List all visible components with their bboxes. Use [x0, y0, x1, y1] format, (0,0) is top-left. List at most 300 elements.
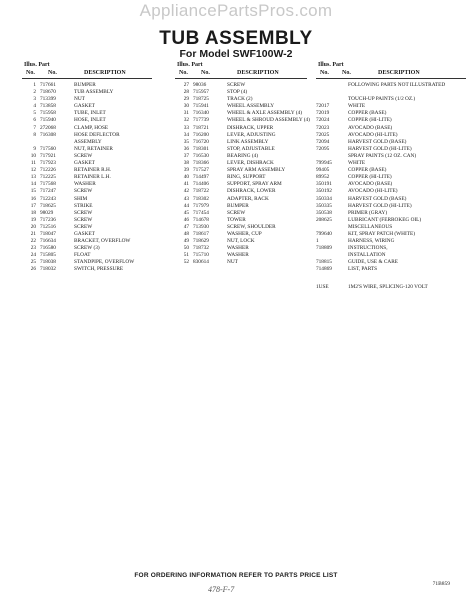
illus-number: 40: [183, 174, 189, 181]
header-rule: [175, 78, 307, 79]
illus-number: 23: [30, 245, 36, 252]
part-row: [175, 96, 307, 103]
illus-number: 31: [183, 110, 189, 117]
part-number: 72095: [316, 145, 330, 152]
part-number: 718722: [193, 188, 209, 195]
part-row: [22, 103, 152, 110]
illus-number: 7: [33, 124, 36, 131]
part-row: [175, 210, 307, 217]
part-row: [175, 188, 307, 195]
header-description: DESCRIPTION: [378, 70, 420, 76]
part-description: GASKET: [74, 160, 95, 167]
part-number: 718670: [40, 89, 56, 96]
part-description: FOLLOWING PARTS NOT ILLUSTRATED: [348, 82, 446, 88]
illus-number: 8: [33, 131, 36, 138]
part-row: [175, 125, 307, 132]
part-description: STANDPIPE, OVERFLOW: [74, 259, 135, 266]
part-row: [175, 167, 307, 174]
part-number: 72094: [316, 138, 330, 145]
part-row: [316, 153, 466, 160]
part-description: LINK ASSEMBLY: [227, 138, 269, 145]
illus-number: 2: [33, 89, 36, 96]
part-row: [316, 117, 466, 124]
part-description: CLAMP, HOSE: [74, 124, 109, 131]
part-description: ADAPTER, RACK: [227, 195, 269, 202]
illus-number: 36: [183, 145, 189, 152]
part-row: [316, 82, 466, 89]
part-row: [175, 245, 307, 252]
illus-number: 46: [183, 216, 189, 223]
part-row: [316, 203, 466, 210]
part-description: FLOAT: [74, 252, 91, 259]
part-row: [316, 160, 466, 167]
parts-column-3: [316, 62, 466, 291]
illus-number: 12: [30, 167, 36, 174]
part-number: 718047: [40, 230, 56, 237]
part-description: TUB ASSEMBLY: [74, 89, 114, 96]
part-row: [22, 146, 152, 153]
part-row: [22, 167, 152, 174]
part-description: HARNESS, WIRING: [348, 238, 395, 245]
page-title: TUB ASSEMBLY: [159, 28, 313, 49]
part-row: [22, 210, 152, 217]
part-number: 715710: [193, 252, 209, 259]
illus-number: 21: [30, 230, 36, 237]
part-number: 350192: [316, 188, 332, 195]
part-number: 718038: [40, 259, 56, 266]
header-description: DESCRIPTION: [84, 70, 126, 76]
illus-number: 30: [183, 103, 189, 110]
header-illus-part: Illus. Part: [24, 62, 50, 68]
part-row: [22, 224, 152, 231]
part-description: INSTALLATION: [348, 252, 386, 259]
parts-column-2: [175, 62, 310, 266]
illus-number: 20: [30, 223, 36, 230]
part-number: 350334: [316, 195, 332, 202]
part-number: 717236: [40, 216, 56, 223]
part-description: KIT, SPRAY PATCH (WHITE): [348, 230, 415, 237]
part-number: 718366: [193, 160, 209, 167]
part-description: NUT, LOCK: [227, 238, 255, 245]
part-number: 72025: [316, 131, 330, 138]
part-number: 718809: [316, 245, 332, 252]
part-description: LIST, PARTS: [348, 266, 378, 273]
part-row: [175, 217, 307, 224]
part-row: [22, 153, 152, 160]
model-subtitle: For Model SWF100W-2: [179, 48, 293, 60]
part-description: RETAINER R.H.: [74, 167, 112, 174]
part-row: [175, 181, 307, 188]
illus-number: 27: [183, 82, 189, 88]
part-row: [22, 245, 152, 252]
header-part-no: No.: [201, 70, 210, 76]
illus-number: 43: [183, 195, 189, 202]
part-description: NUT, RETAINER: [74, 145, 113, 152]
parts-rows: [175, 82, 310, 266]
part-number: 1USE: [316, 283, 329, 290]
part-number: 716340: [193, 110, 209, 117]
illus-number: 10: [30, 152, 36, 159]
header-rule: [22, 78, 152, 79]
part-description: COPPER (BASE): [348, 110, 387, 117]
part-number: 208625: [316, 216, 332, 223]
part-row: [175, 231, 307, 238]
part-row: [316, 210, 466, 217]
part-description: WHITE: [348, 160, 366, 167]
part-description: WASHER: [227, 252, 249, 259]
part-row: [316, 139, 466, 146]
part-row: [22, 160, 152, 167]
part-description: TOUCH-UP PAINTS (1/2 OZ.): [348, 96, 416, 103]
part-description: DISHRACK, LOWER: [227, 188, 276, 195]
part-row: [22, 96, 152, 103]
part-number: 717247: [40, 188, 56, 195]
part-number: 712516: [40, 223, 56, 230]
header-no: No.: [320, 70, 329, 76]
part-description: BUMPER: [227, 202, 249, 209]
part-description: SCREW: [74, 152, 93, 159]
part-number: 718301: [193, 145, 209, 152]
part-number: 72017: [316, 103, 330, 110]
part-description: AVOCADO (BASE): [348, 181, 393, 188]
part-description: WHEEL & SHROUD ASSEMBLY (4): [227, 117, 310, 124]
parts-rows: [316, 82, 466, 291]
part-number: 717661: [40, 82, 56, 88]
part-number: 98029: [40, 209, 54, 216]
part-row: [316, 146, 466, 153]
part-description: WASHER: [227, 245, 249, 252]
part-description: AVOCADO (HI-LITE): [348, 131, 398, 138]
part-number: 714869: [316, 266, 332, 273]
part-number: 716720: [193, 138, 209, 145]
part-number: 718032: [40, 266, 56, 273]
part-row: [22, 259, 152, 266]
part-number: 716308: [40, 131, 56, 138]
illus-number: 41: [183, 181, 189, 188]
illus-number: 48: [183, 230, 189, 237]
column-header: [22, 62, 152, 82]
part-description: GUIDE, USE & CARE: [348, 259, 399, 266]
illus-number: 33: [183, 124, 189, 131]
part-number: 717454: [193, 209, 209, 216]
illus-number: 38: [183, 160, 189, 167]
part-row: [316, 125, 466, 132]
header-part-no: No.: [48, 70, 57, 76]
part-row: [22, 203, 152, 210]
part-number: 350538: [316, 209, 332, 216]
part-description: WASHER, CUP: [227, 230, 262, 237]
illus-number: 28: [183, 89, 189, 96]
illus-number: 15: [30, 188, 36, 195]
part-number: 713930: [193, 223, 209, 230]
illus-number: 24: [30, 252, 36, 259]
handwritten-note: 478-F-7: [208, 585, 235, 594]
part-number: 715958: [40, 110, 56, 117]
part-number: 716530: [193, 152, 209, 159]
part-description: AVOCADO (BASE): [348, 124, 393, 131]
part-row: [22, 181, 152, 188]
part-number: 713858: [40, 103, 56, 110]
illus-number: 49: [183, 238, 189, 245]
part-description: SWITCH, PRESSURE: [74, 266, 124, 273]
part-row: [175, 238, 307, 245]
part-description: SCREW: [74, 223, 93, 230]
illus-number: 9: [33, 145, 36, 152]
part-row: [316, 196, 466, 203]
illus-number: 13: [30, 174, 36, 181]
part-description: COPPER (HI-LITE): [348, 117, 392, 124]
part-row: [316, 284, 466, 291]
part-number: 716200: [193, 131, 209, 138]
part-description: NUT: [74, 96, 85, 103]
part-row: [22, 174, 152, 181]
illus-number: 32: [183, 117, 189, 124]
illus-number: 18: [30, 209, 36, 216]
part-description: SPRAY ARM ASSEMBLY: [227, 167, 286, 174]
part-number: 799640: [316, 230, 332, 237]
part-number: 714678: [193, 216, 209, 223]
part-description: SUPPORT, SPRAY ARM: [227, 181, 282, 188]
illus-number: 42: [183, 188, 189, 195]
part-row: [175, 146, 307, 153]
illus-number: 39: [183, 167, 189, 174]
part-row: [175, 117, 310, 124]
part-description: HOSE DEFLECTOR: [74, 131, 120, 138]
illus-number: 44: [183, 202, 189, 209]
part-row: [22, 117, 152, 124]
part-description: AVOCADO (HI-LITE): [348, 188, 398, 195]
part-number: 89952: [316, 174, 330, 181]
part-number: 715940: [40, 117, 56, 124]
part-description: SCREW: [74, 188, 93, 195]
illus-number: 37: [183, 152, 189, 159]
part-number: 716580: [40, 245, 56, 252]
illus-number: 26: [30, 266, 36, 273]
part-number: 718732: [193, 245, 209, 252]
illus-number: 51: [183, 252, 189, 259]
illus-number: 47: [183, 223, 189, 230]
part-row: [316, 132, 466, 139]
part-row: [22, 266, 152, 273]
illus-number: 5: [33, 110, 36, 117]
part-number: 350191: [316, 181, 332, 188]
part-description: SCREW: [227, 209, 246, 216]
part-number: 712226: [40, 167, 56, 174]
part-number: 713399: [40, 96, 56, 103]
column-header: [175, 62, 307, 82]
part-number: 717921: [40, 152, 56, 159]
illus-number: 11: [30, 160, 36, 167]
part-description: NUT: [227, 259, 238, 266]
part-row: [175, 252, 307, 259]
part-number: 72023: [316, 124, 330, 131]
part-number: 99405: [316, 167, 330, 174]
part-description: WHITE: [348, 103, 366, 110]
part-number: 718721: [193, 124, 209, 131]
part-description: TUBE, INLET: [74, 110, 106, 117]
part-description: ASSEMBLY: [74, 138, 102, 145]
part-row: [22, 231, 152, 238]
parts-rows: [22, 82, 152, 274]
part-row: [316, 238, 466, 245]
part-number: 718617: [193, 230, 209, 237]
part-description: HARVEST GOLD (BASE): [348, 138, 407, 145]
part-number: 717527: [193, 167, 209, 174]
part-number: 718725: [193, 96, 209, 103]
part-row: [175, 160, 307, 167]
part-description: WASHER: [74, 181, 96, 188]
part-number: 717923: [40, 160, 56, 167]
part-row: [175, 259, 307, 266]
part-number: 717979: [193, 202, 209, 209]
part-number: 718629: [193, 238, 209, 245]
part-number: 98036: [193, 82, 207, 88]
part-row: [175, 196, 307, 203]
part-description: SPRAY PAINTS (12 OZ. CAN): [348, 152, 417, 159]
header-part-no: No.: [342, 70, 351, 76]
header-illus-part: Illus. Part: [177, 62, 203, 68]
part-row: [316, 188, 466, 195]
part-description: SCREW (3): [74, 245, 100, 252]
illus-number: 29: [183, 96, 189, 103]
part-row: [316, 245, 466, 252]
part-description: TOWER: [227, 216, 246, 223]
part-row: [22, 217, 152, 224]
illus-number: 16: [30, 195, 36, 202]
part-row: [175, 153, 307, 160]
part-description: 1M2'S WIRE, SPLICING-120 VOLT: [348, 283, 428, 290]
illus-number: 19: [30, 216, 36, 223]
part-description: HOSE, INLET: [74, 117, 106, 124]
part-row: [175, 139, 307, 146]
part-number: 72019: [316, 110, 330, 117]
part-row: [316, 231, 466, 238]
part-description: HARVEST GOLD (BASE): [348, 195, 407, 202]
part-number: 716634: [40, 238, 56, 245]
part-description: SCREW: [74, 216, 93, 223]
illus-number: 17: [30, 202, 36, 209]
parts-column-1: [22, 62, 152, 274]
illus-number: 45: [183, 209, 189, 216]
part-row: [316, 103, 466, 110]
part-description: SCREW: [227, 82, 246, 88]
part-description: BRACKET, OVERFLOW: [74, 238, 131, 245]
part-row: [316, 252, 466, 259]
illus-number: 4: [33, 103, 36, 110]
part-row: [22, 89, 152, 96]
catalog-code: 71B859: [432, 581, 450, 587]
part-description: SHIM: [74, 195, 88, 202]
part-row: [175, 174, 307, 181]
header-description: DESCRIPTION: [237, 70, 279, 76]
part-number: 830614: [193, 259, 209, 266]
column-header: [316, 62, 466, 82]
part-row: [22, 252, 152, 259]
illus-number: 34: [183, 131, 189, 138]
part-description: RING, SUPPORT: [227, 174, 266, 181]
part-number: 712225: [40, 174, 56, 181]
part-description: HARVEST GOLD (HI-LITE): [348, 202, 412, 209]
illus-number: 14: [30, 181, 36, 188]
site-watermark: AppliancePartsPros.com: [139, 1, 333, 20]
part-row: [316, 266, 466, 273]
part-description: COPPER (HI-LITE): [348, 174, 392, 181]
part-description: STOP (4): [227, 89, 248, 96]
part-number: 799945: [316, 160, 332, 167]
part-number: 715957: [193, 89, 209, 96]
part-description: WHEEL & AXLE ASSEMBLY (4): [227, 110, 302, 117]
part-description: SCREW, SHOULDER: [227, 223, 276, 230]
illus-number: 50: [183, 245, 189, 252]
part-description: TRACK (2): [227, 96, 253, 103]
part-number: 712243: [40, 195, 56, 202]
part-row: [22, 188, 152, 195]
part-row: [22, 132, 152, 139]
part-row: [22, 125, 152, 132]
part-description: MISCELLANEOUS: [348, 223, 393, 230]
header-no: No.: [26, 70, 35, 76]
part-description: STRIKE: [74, 202, 93, 209]
part-row: [22, 139, 152, 146]
part-row: [175, 132, 307, 139]
part-row: [175, 224, 307, 231]
part-number: 1: [316, 238, 319, 245]
part-description: INSTRUCTIONS,: [348, 245, 388, 252]
part-row: [22, 82, 152, 89]
illus-number: 35: [183, 138, 189, 145]
part-number: 72024: [316, 117, 330, 124]
part-row: [316, 96, 466, 103]
part-row: [22, 110, 152, 117]
header-rule: [316, 78, 466, 79]
part-number: 718625: [40, 202, 56, 209]
part-description: BEARING (4): [227, 152, 259, 159]
part-number: 350335: [316, 202, 332, 209]
part-description: BUMPER: [74, 82, 96, 88]
part-description: PRIMER (GRAY): [348, 209, 388, 216]
part-description: GASKET: [74, 230, 95, 237]
part-number: 715941: [193, 103, 209, 110]
part-description: LEVER, ADJUSTING: [227, 131, 276, 138]
part-number: 717739: [193, 117, 209, 124]
part-number: 715805: [40, 252, 56, 259]
header-no: No.: [179, 70, 188, 76]
part-row: [316, 259, 466, 266]
part-row: [316, 224, 466, 231]
header-illus-part: Illus. Part: [318, 62, 344, 68]
illus-number: 52: [183, 259, 189, 266]
illus-number: 6: [33, 117, 36, 124]
part-number: 714406: [193, 181, 209, 188]
part-number: 714497: [193, 174, 209, 181]
part-number: 718815: [316, 259, 332, 266]
part-description: LEVER, DISHRACK: [227, 160, 274, 167]
part-number: 718302: [193, 195, 209, 202]
part-description: WHEEL ASSEMBLY: [227, 103, 275, 110]
part-number: 717560: [40, 145, 56, 152]
part-description: RETAINER L.H.: [74, 174, 111, 181]
part-row: [22, 196, 152, 203]
part-row: [316, 274, 466, 284]
part-row: [316, 217, 466, 224]
part-description: GASKET: [74, 103, 95, 110]
ordering-footer: FOR ORDERING INFORMATION REFER TO PARTS PRICE LIST: [134, 572, 338, 579]
part-description: STOP, ADJUSTABLE: [227, 145, 275, 152]
illus-number: 22: [30, 238, 36, 245]
part-description: HARVEST GOLD (HI-LITE): [348, 145, 412, 152]
part-description: COPPER (BASE): [348, 167, 387, 174]
part-row: [175, 203, 307, 210]
